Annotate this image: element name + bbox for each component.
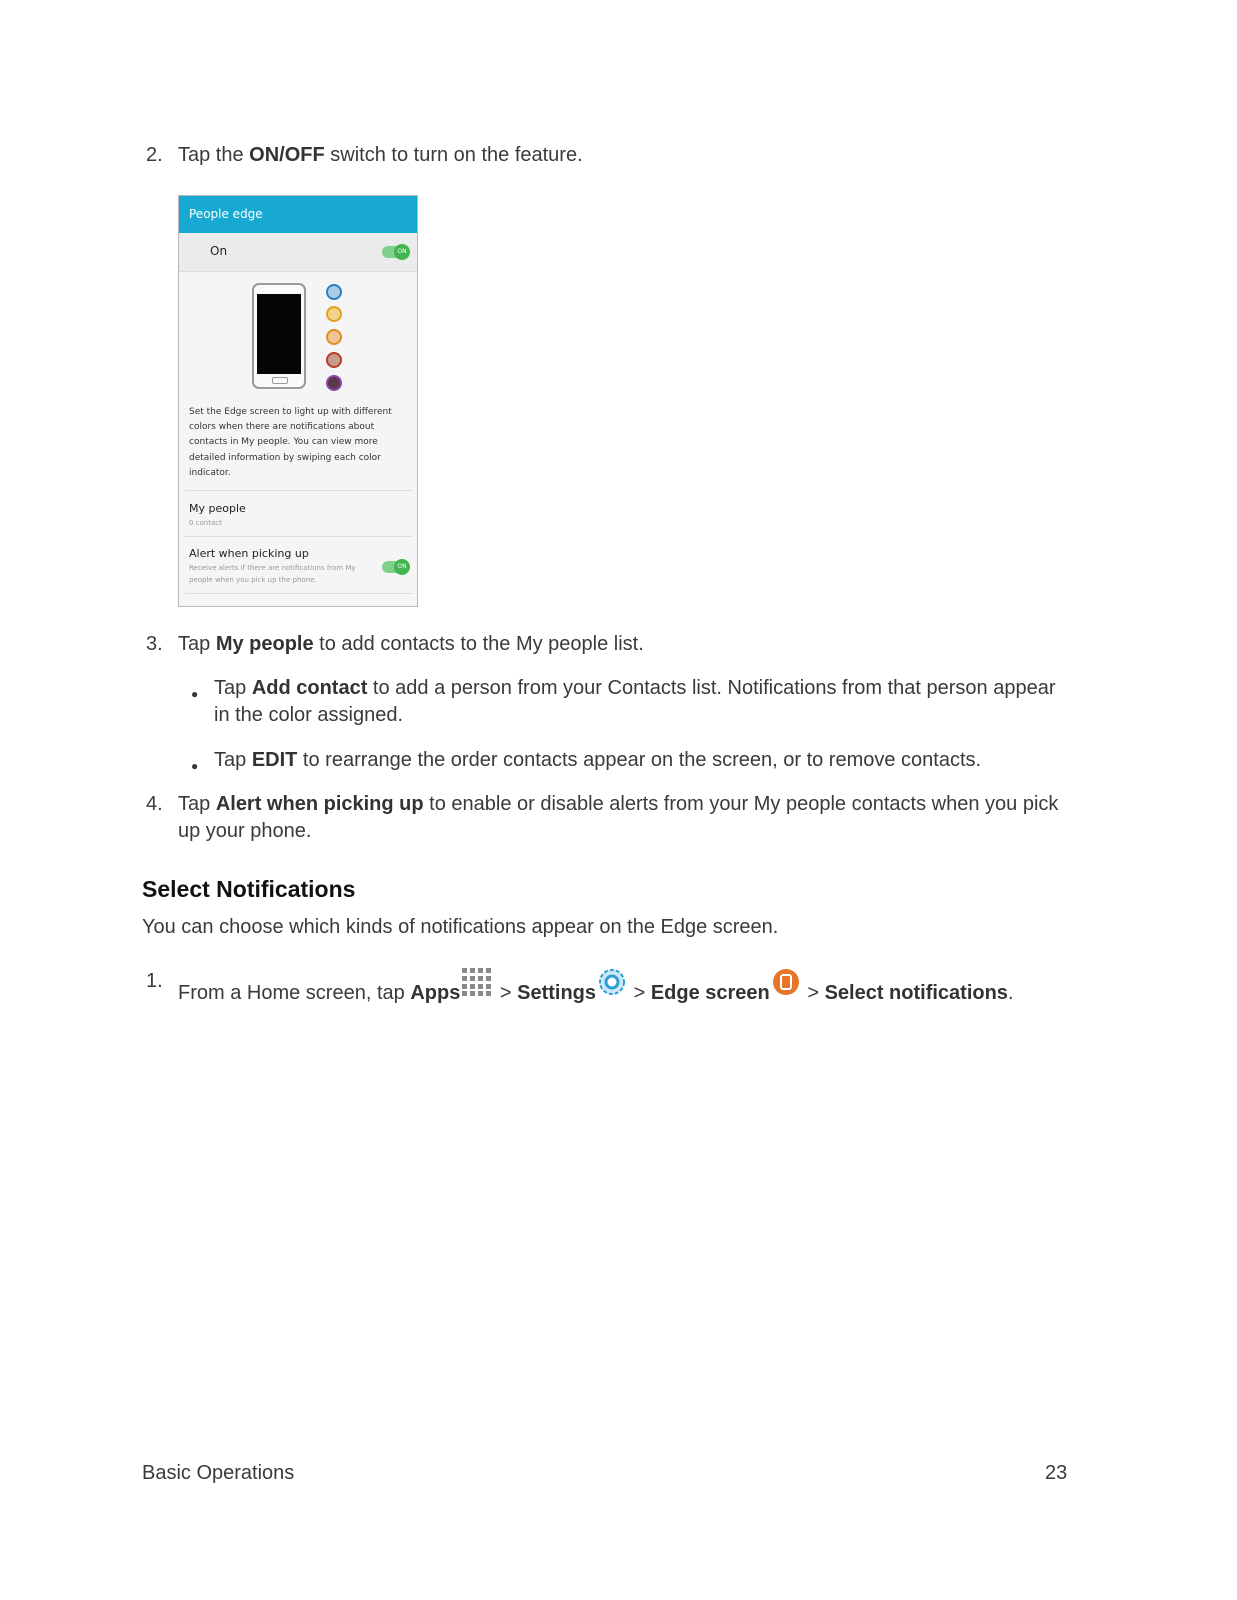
- step-number: 1.: [146, 970, 163, 992]
- my-people-title: My people: [189, 502, 246, 515]
- alert-subtitle: Receive alerts if there are notifications from My people when you pick up the phone.: [189, 564, 356, 584]
- list-item: Tap EDIT to rearrange the order contacts appear on the screen, or to remove contacts.: [214, 749, 982, 771]
- on-label: On: [210, 244, 228, 258]
- step-text: From a Home screen, tap Apps > Settings > Edge screen > Select notifications.: [178, 968, 1138, 1007]
- on-row: [179, 233, 417, 272]
- phone-illustration: [252, 283, 306, 389]
- contact-avatar: [326, 352, 342, 368]
- toggle-knob: ON: [394, 244, 410, 260]
- my-people-subtitle: 0 contact: [189, 519, 222, 527]
- alert-title: Alert when picking up: [189, 547, 309, 560]
- divider: [185, 490, 413, 491]
- contact-avatar: [326, 329, 342, 345]
- bullet-dot: ●: [191, 759, 199, 773]
- divider: [185, 593, 413, 594]
- step-text: Tap Alert when picking up to enable or disable alerts from your My people contacts when you pick up your phone.: [178, 793, 1059, 842]
- divider: [185, 536, 413, 537]
- step-text: Tap My people to add contacts to the My people list.: [178, 633, 644, 655]
- list-item: Tap Add contact to add a person from your Contacts list. Notifications from that person appear in the color assigned.: [214, 677, 1056, 726]
- phone-home-button: [272, 377, 288, 384]
- page-number: 23: [1045, 1462, 1068, 1484]
- edge-screen-icon: [772, 968, 800, 1004]
- screenshot-header: People edge: [179, 196, 417, 233]
- footer-section: Basic Operations: [142, 1462, 295, 1484]
- contact-avatar: [326, 375, 342, 391]
- settings-gear-icon: [598, 968, 626, 1004]
- toggle-knob: ON: [394, 559, 410, 575]
- bullet-dot: ●: [191, 687, 199, 701]
- step-text: Tap the ON/OFF switch to turn on the feature.: [178, 144, 583, 166]
- contact-avatar: [326, 306, 342, 322]
- step-number: 2.: [146, 144, 163, 166]
- contact-avatar: [326, 284, 342, 300]
- alert-toggle: [382, 561, 408, 573]
- step-number: 4.: [146, 793, 163, 815]
- apps-grid-icon: [462, 968, 492, 1004]
- on-toggle: [382, 246, 408, 258]
- section-heading: Select Notifications: [142, 876, 356, 902]
- people-edge-screenshot: [178, 195, 418, 607]
- edge-description: Set the Edge screen to light up with different colors when there are notifications about contacts in My people. You can view more detailed information by swiping each color indicator.: [189, 407, 392, 478]
- step-number: 3.: [146, 633, 163, 655]
- section-intro: You can choose which kinds of notifications appear on the Edge screen.: [142, 916, 779, 938]
- phone-screen: [257, 294, 301, 374]
